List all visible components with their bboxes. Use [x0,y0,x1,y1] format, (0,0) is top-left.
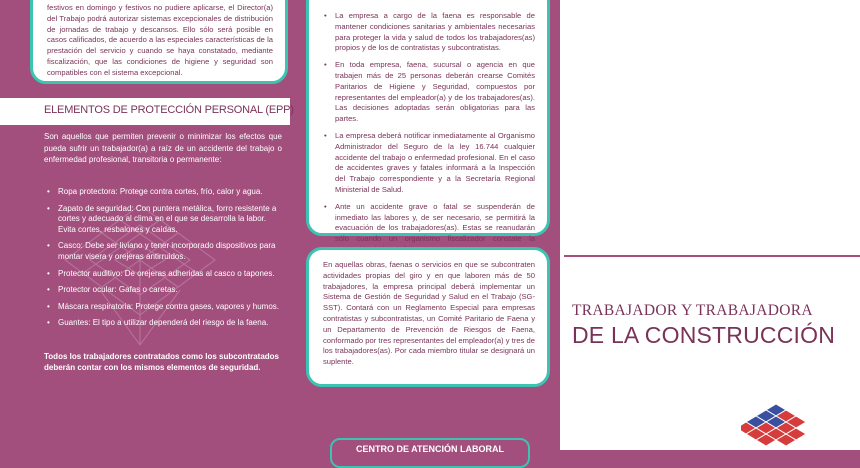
government-logo-icon [741,402,811,450]
labor-attention-center-box [330,438,530,468]
epp-item-helmet: • Casco: Debe ser liviano y tener incorporado dispositivos para montar visera y orejeras antirruidos. [46,241,284,262]
epp-intro-paragraph: Son aquellos que permiten prevenir o minimizar los efectos que pueda sufrir un trabajador(a) a raíz de un accidente del trabajo o enfermedad profesional, transitoria o permanente: [44,132,282,164]
epp-item-gloves: • Guantes: El tipo a utilizar dependerá del riesgo de la faena. [46,318,284,329]
cover-title-line2: DE LA CONSTRUCCIÓN [572,322,836,348]
sg-sst-box [306,247,550,387]
epp-item-hearing-protector: • Protector auditivo: De orejeras adheridas al casco o tapones. [46,269,284,280]
exceptional-schedule-box [30,0,288,84]
sg-sst-text: En aquellas obras, faenas o servicios en que se subcontraten actividades propias del giro y en que laboren más de 50 trabajadores, la empresa principal deberá implementar un Sistema de Gestión de Seguridad y Salud en el Trabajo (SG-SST). Contará con un Reglamento Especial para empresas contratistas y subcontratistas, un Comité Paritario de Faena y un Departamento de Prevención de Riesgos de Faena, conformado por tres representantes del empleador(a) y tres de los trabajadores(as). Por cada miembro titular se designará un suplente. [323,260,535,367]
epp-item-list [46,187,284,335]
epp-item-respirator: • Máscara respiratoria: Protege contra gases, vapores y humos. [46,302,284,313]
exceptional-schedule-text: festivos en domingo y festivos no pudiere aplicarse, el Director(a) del Trabajo podrá autorizar sistemas excepcionales de distribución de jornadas de trabajo y descansos. Ello sólo será posible en casos calificados, de acuerdo a las especiales características de la prestación del servicio y cuando se haya constatado, mediante fiscalización, que las condiciones de higiene y seguridad son compatibles con el sistema excepcional. [47,3,273,77]
cover-panel [560,0,860,450]
safety-obligations-box [306,0,550,244]
obligation-sanitary-conditions: • La empresa a cargo de la faena es responsable de mantener condiciones sanitarias y ambientales necesarias para proteger la vida y salud de todos los trabajadores(as) propios y de los de contratistas y subcontratistas. [323,11,535,54]
safety-obligations-list [323,11,535,256]
epp-item-clothing: • Ropa protectora: Protege contra cortes, frío, calor y agua. [46,187,284,198]
cover-divider [564,255,860,257]
obligation-work-suspension: • Ante un accidente grave o fatal se suspenderán de inmediato las labores y, de ser necesario, se permitirá la evacuación de los trabajadores(as). Estas se reanudarán sólo cuando un organismo fiscalizador constate la [323,202,535,256]
epp-item-eye-protector: • Protector ocular: Gafas o caretas. [46,285,284,296]
obligation-accident-notification: • La empresa deberá notificar inmediatamente al Organismo Administrador del Seguro de la ley 16.744 cualquier accidente del trabajo o enfermedad profesional. En el caso de accidentes graves y fatales informará a la Inspección del Trabajo correspondiente y a la Secretaría Regional Ministerial de Salud. [323,131,535,196]
labor-attention-center-label: CENTRO DE ATENCIÓN LABORAL [356,444,504,454]
epp-heading: ELEMENTOS DE PROTECCIÓN PERSONAL (EPP) [44,104,294,116]
epp-subcontractor-note: Todos los trabajadores contratados como los subcontratados deberán contar con los mismos elementos de seguridad. [44,352,280,372]
cover-title-line1: TRABAJADOR Y TRABAJADORA [572,302,813,319]
epp-item-safety-shoe: • Zapato de seguridad: Con puntera metálica, forro resistente a cortes y adecuado al clima en el que se desarrolla la labor. Evita cortes, resbalones y caídas. [46,204,284,236]
obligation-joint-committee: • En toda empresa, faena, sucursal o agencia en que trabajen más de 25 personas deberán crearse Comités Paritarios de Higiene y Seguridad, compuestos por representantes del empleador(a) y de los trabajadores(as). Las decisiones adoptadas serán obligatorias para las partes. [323,60,535,125]
